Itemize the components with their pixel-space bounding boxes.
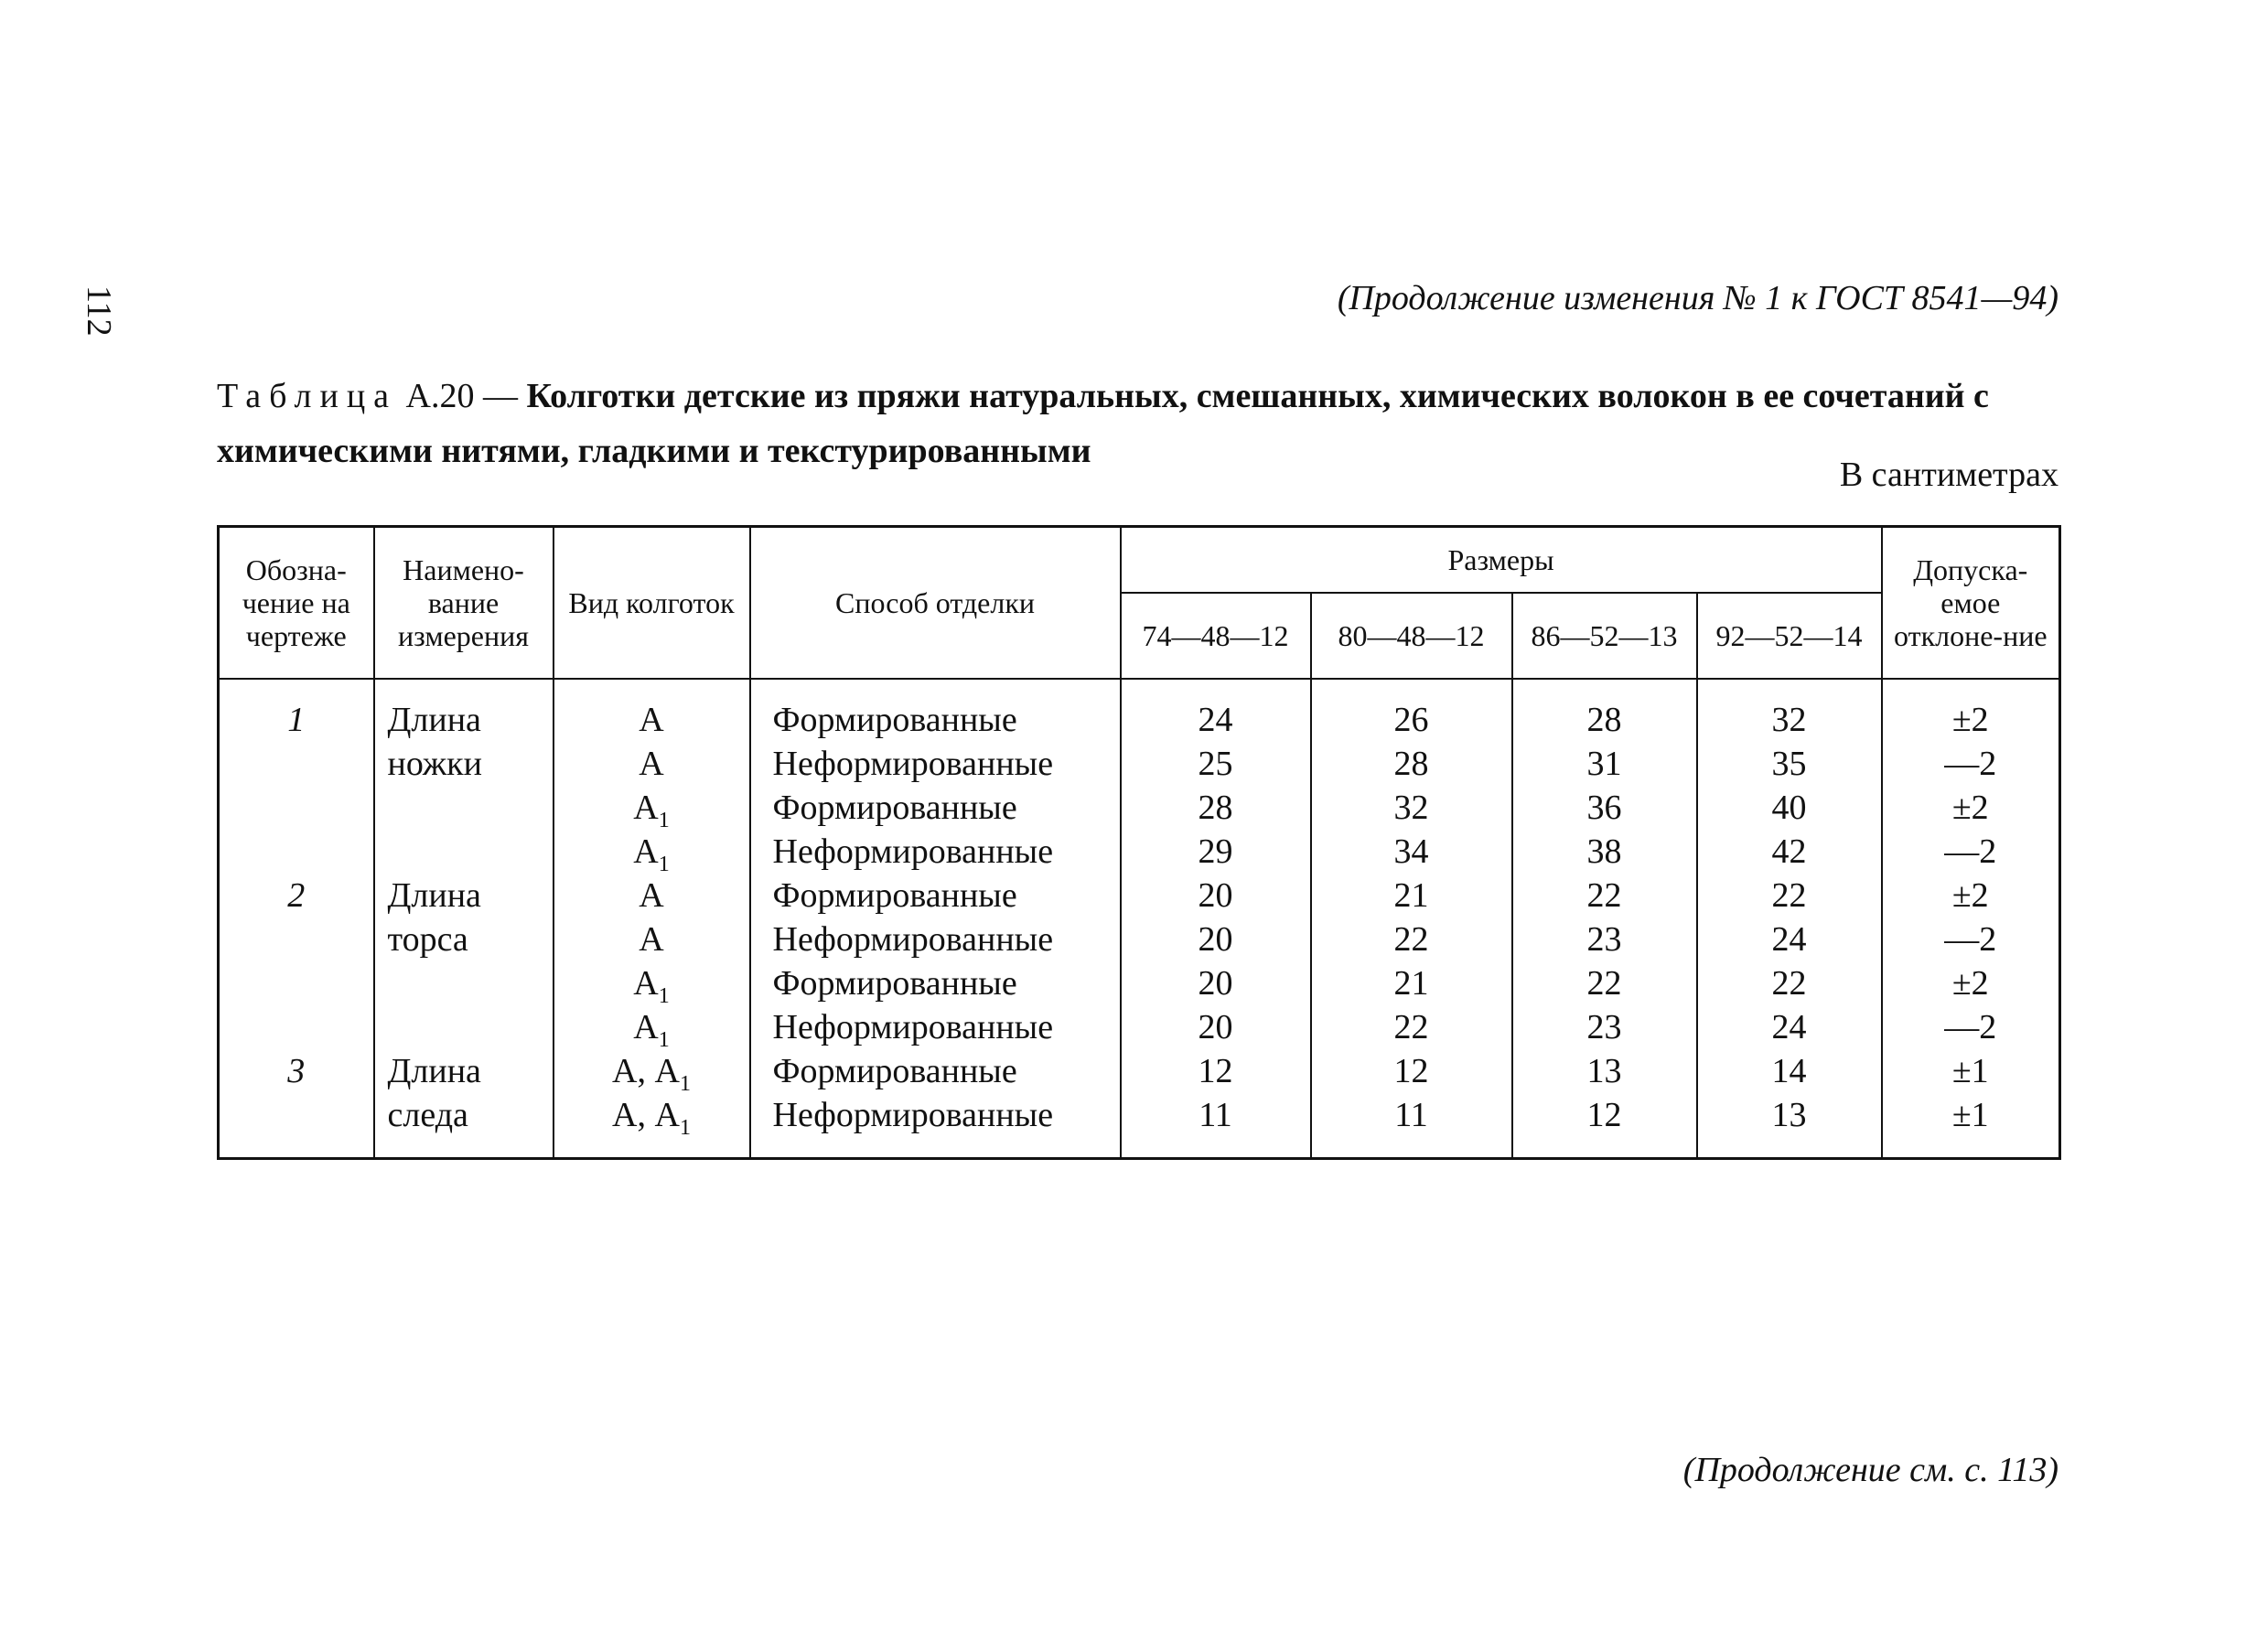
table-row (219, 1049, 2060, 1093)
cell-size-value: 14 (1697, 1049, 1882, 1093)
cell-tolerance: ±2 (1882, 679, 2060, 742)
table-row (219, 1005, 2060, 1049)
caption-number: А.20 — (405, 377, 527, 415)
cell-size-value: 20 (1121, 917, 1311, 961)
cell-size-value: 11 (1311, 1093, 1512, 1159)
table-row (219, 830, 2060, 874)
cell-tights-type (554, 1049, 750, 1096)
tights-type-text: А (633, 832, 659, 871)
header-size: 80—48—12 (1311, 593, 1512, 679)
tights-type-text: А, А (612, 1051, 680, 1090)
cell-size-value: 23 (1512, 1005, 1697, 1049)
cell-size-value: 23 (1512, 917, 1697, 961)
cell-tolerance: ±2 (1882, 786, 2060, 830)
cell-size-value: 22 (1697, 961, 1882, 1005)
cell-designation (219, 786, 374, 830)
tights-type-text: А (633, 788, 659, 827)
tights-type-text: А, А (612, 1095, 680, 1134)
cell-size-value: 28 (1512, 679, 1697, 742)
cell-designation (219, 742, 374, 786)
header-measurement-name: Наимено-вание измерения (374, 527, 554, 679)
cell-size-value: 22 (1512, 874, 1697, 917)
cell-size-value: 22 (1512, 961, 1697, 1005)
cell-size-value: 20 (1121, 874, 1311, 917)
cell-size-value: 13 (1697, 1093, 1882, 1159)
cell-measurement-name (374, 786, 554, 830)
cell-size-value: 26 (1311, 679, 1512, 742)
cell-finish-method: Неформированные (750, 742, 1121, 786)
cell-size-value: 20 (1121, 1005, 1311, 1049)
table-caption (217, 369, 2058, 478)
table-row (219, 786, 2060, 830)
cell-finish-method: Неформированные (750, 830, 1121, 874)
cell-tights-type (554, 1093, 750, 1159)
table-row (219, 742, 2060, 786)
cell-measurement-name: Длина (374, 1049, 554, 1093)
cell-tights-type (554, 830, 750, 874)
cell-finish-method: Формированные (750, 961, 1121, 1005)
header-size: 74—48—12 (1121, 593, 1311, 679)
tights-type-text: А (639, 919, 664, 959)
cell-tolerance: ±1 (1882, 1049, 2060, 1093)
cell-tights-type (554, 961, 750, 1008)
cell-size-value: 32 (1697, 679, 1882, 742)
cell-size-value: 32 (1311, 786, 1512, 830)
cell-finish-method: Формированные (750, 786, 1121, 830)
cell-designation: 3 (219, 1049, 374, 1093)
cell-tolerance: ±1 (1882, 1093, 2060, 1159)
tights-type-text: А (639, 744, 664, 783)
continuation-header: (Продолжение изменения № 1 к ГОСТ 8541—94) (1337, 279, 2058, 317)
cell-size-value: 24 (1697, 1005, 1882, 1049)
cell-size-value: 25 (1121, 742, 1311, 786)
cell-designation (219, 917, 374, 961)
cell-tolerance: ±2 (1882, 874, 2060, 917)
cell-measurement-name (374, 1005, 554, 1049)
cell-size-value: 21 (1311, 874, 1512, 917)
cell-tights-type (554, 786, 750, 830)
cell-size-value: 34 (1311, 830, 1512, 874)
header-sizes-group: Размеры (1121, 527, 1882, 593)
tights-type-subscript: 1 (658, 1027, 670, 1052)
header-size: 86—52—13 (1512, 593, 1697, 679)
cell-size-value: 24 (1697, 917, 1882, 961)
cell-size-value: 42 (1697, 830, 1882, 874)
tights-type-subscript: 1 (679, 1115, 691, 1140)
cell-size-value: 13 (1512, 1049, 1697, 1093)
cell-size-value: 31 (1512, 742, 1697, 786)
cell-size-value: 22 (1311, 917, 1512, 961)
cell-measurement-name (374, 961, 554, 1005)
cell-size-value: 21 (1311, 961, 1512, 1005)
cell-measurement-name: торса (374, 917, 554, 961)
cell-designation (219, 961, 374, 1005)
cell-size-value: 12 (1121, 1049, 1311, 1093)
cell-tolerance: —2 (1882, 1005, 2060, 1049)
table-row (219, 917, 2060, 961)
cell-tolerance: —2 (1882, 830, 2060, 874)
header-designation: Обозна-чение на чертеже (219, 527, 374, 679)
table-body (219, 679, 2060, 1159)
caption-label: Таблица (217, 377, 398, 415)
cell-tolerance: —2 (1882, 742, 2060, 786)
caption-title: Колготки детские из пряжи натуральных, смешанных, химических волокон в ее сочетаний с химическими нитями, гладкими и текстурированными (217, 377, 1989, 470)
cell-finish-method: Неформированные (750, 1093, 1121, 1159)
units-note: В сантиметрах (1839, 456, 2058, 494)
cell-size-value: 22 (1697, 874, 1882, 917)
cell-designation: 2 (219, 874, 374, 917)
header-finish-method: Способ отделки (750, 527, 1121, 679)
tights-type-subscript: 1 (658, 808, 670, 832)
cell-finish-method: Неформированные (750, 1005, 1121, 1049)
table-row (219, 1093, 2060, 1159)
cell-finish-method: Неформированные (750, 917, 1121, 961)
cell-designation: 1 (219, 679, 374, 742)
tights-type-text: А (633, 963, 659, 1003)
dimensions-table (217, 525, 2061, 1160)
cell-designation (219, 1005, 374, 1049)
cell-finish-method: Формированные (750, 1049, 1121, 1093)
cell-size-value: 22 (1311, 1005, 1512, 1049)
cell-size-value: 12 (1512, 1093, 1697, 1159)
cell-tights-type (554, 1005, 750, 1052)
cell-measurement-name: ножки (374, 742, 554, 786)
tights-type-text: А (633, 1007, 659, 1046)
tights-type-text: А (639, 700, 664, 739)
cell-finish-method: Формированные (750, 874, 1121, 917)
cell-designation (219, 830, 374, 874)
cell-measurement-name (374, 830, 554, 874)
cell-measurement-name: Длина (374, 874, 554, 917)
cell-tights-type (554, 679, 750, 742)
table-row (219, 874, 2060, 917)
cell-measurement-name: следа (374, 1093, 554, 1159)
header-size: 92—52—14 (1697, 593, 1882, 679)
header-tolerance: Допуска-емое отклоне-ние (1882, 527, 2060, 679)
cell-tolerance: —2 (1882, 917, 2060, 961)
tights-type-subscript: 1 (658, 852, 670, 876)
cell-finish-method: Формированные (750, 679, 1121, 742)
cell-size-value: 36 (1512, 786, 1697, 830)
cell-size-value: 20 (1121, 961, 1311, 1005)
footer-note: (Продолжение см. с. 113) (1682, 1451, 2058, 1489)
cell-tolerance: ±2 (1882, 961, 2060, 1005)
tights-type-text: А (639, 875, 664, 915)
cell-size-value: 29 (1121, 830, 1311, 874)
cell-designation (219, 1093, 374, 1159)
tights-type-subscript: 1 (658, 983, 670, 1008)
cell-tights-type (554, 917, 750, 961)
cell-size-value: 28 (1121, 786, 1311, 830)
cell-tights-type (554, 874, 750, 917)
cell-size-value: 38 (1512, 830, 1697, 874)
cell-size-value: 12 (1311, 1049, 1512, 1093)
header-tights-type: Вид колготок (554, 527, 750, 679)
cell-tights-type (554, 742, 750, 786)
cell-size-value: 35 (1697, 742, 1882, 786)
cell-size-value: 24 (1121, 679, 1311, 742)
tights-type-subscript: 1 (679, 1071, 691, 1096)
cell-size-value: 28 (1311, 742, 1512, 786)
page-number: 112 (80, 285, 118, 337)
cell-measurement-name: Длина (374, 679, 554, 742)
cell-size-value: 40 (1697, 786, 1882, 830)
table-row (219, 679, 2060, 742)
cell-size-value: 11 (1121, 1093, 1311, 1159)
table-row (219, 961, 2060, 1005)
